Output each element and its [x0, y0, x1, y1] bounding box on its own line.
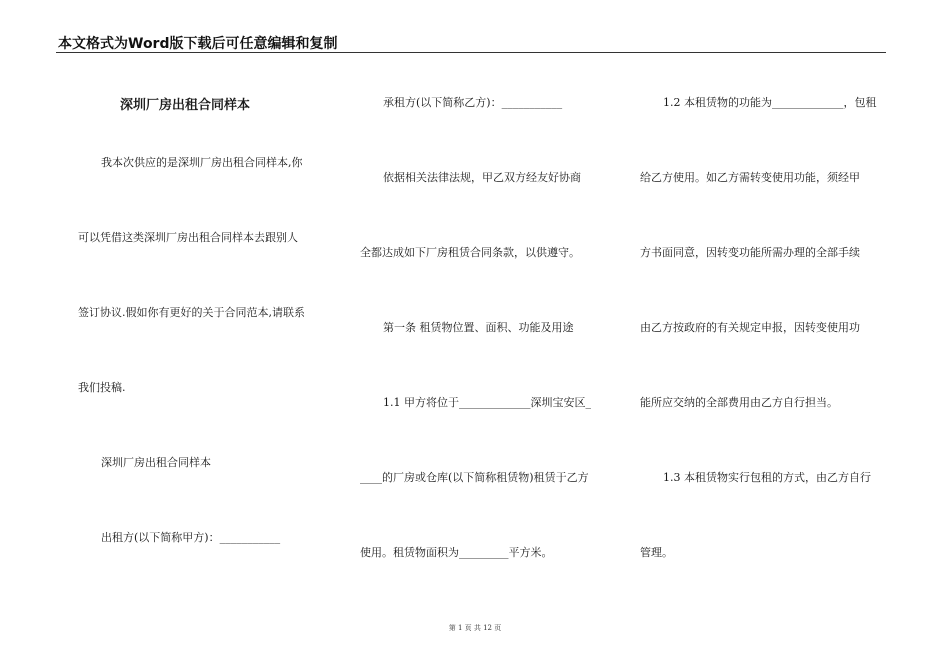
paragraph-line: 方书面同意，因转变功能所需办理的全部手续 [640, 246, 860, 259]
page-number: 第 1 页 共 12 页 [448, 624, 502, 632]
paragraph-line: 1.3 本租赁物实行包租的方式，由乙方自行 [663, 471, 871, 484]
paragraph-line: 可以凭借这类深圳厂房出租合同样本去跟别人 [78, 231, 298, 244]
article-heading: 第一条 租赁物位置、面积、功能及用途 [383, 321, 574, 334]
lessee-line: 承租方(以下简称乙方)：___________ [383, 96, 563, 109]
paragraph-line: 依据相关法律法规，甲乙双方经友好协商 [383, 171, 581, 184]
paragraph-line: 管理。 [640, 546, 673, 559]
section-heading: 深圳厂房出租合同样本 [101, 456, 211, 469]
paragraph-line: 能所应交纳的全部费用由乙方自行担当。 [640, 396, 838, 409]
document-header-title: 本文格式为Word版下载后可任意编辑和复制 [58, 36, 338, 52]
paragraph-line: 我们投稿. [78, 381, 126, 394]
paragraph-line: 1.1 甲方将位于_____________深圳宝安区_ [383, 396, 591, 409]
paragraph-line: 签订协议.假如你有更好的关于合同范本,请联系 [78, 306, 305, 319]
lessor-line: 出租方(以下简称甲方)：___________ [101, 531, 281, 544]
paragraph-line: 1.2 本租赁物的功能为_____________，包租 [663, 96, 877, 109]
document-title: 深圳厂房出租合同样本 [120, 98, 251, 113]
paragraph-line: 我本次供应的是深圳厂房出租合同样本,你 [101, 156, 303, 169]
paragraph-line: 给乙方使用。如乙方需转变使用功能，须经甲 [640, 171, 860, 184]
paragraph-line: 全都达成如下厂房租赁合同条款，以供遵守。 [360, 246, 580, 259]
paragraph-line: 由乙方按政府的有关规定申报，因转变使用功 [640, 321, 860, 334]
header-divider [56, 52, 886, 53]
paragraph-line: ____的厂房或仓库(以下简称租赁物)租赁于乙方 [360, 471, 589, 484]
paragraph-line: 使用。租赁物面积为_________平方米。 [360, 546, 553, 559]
